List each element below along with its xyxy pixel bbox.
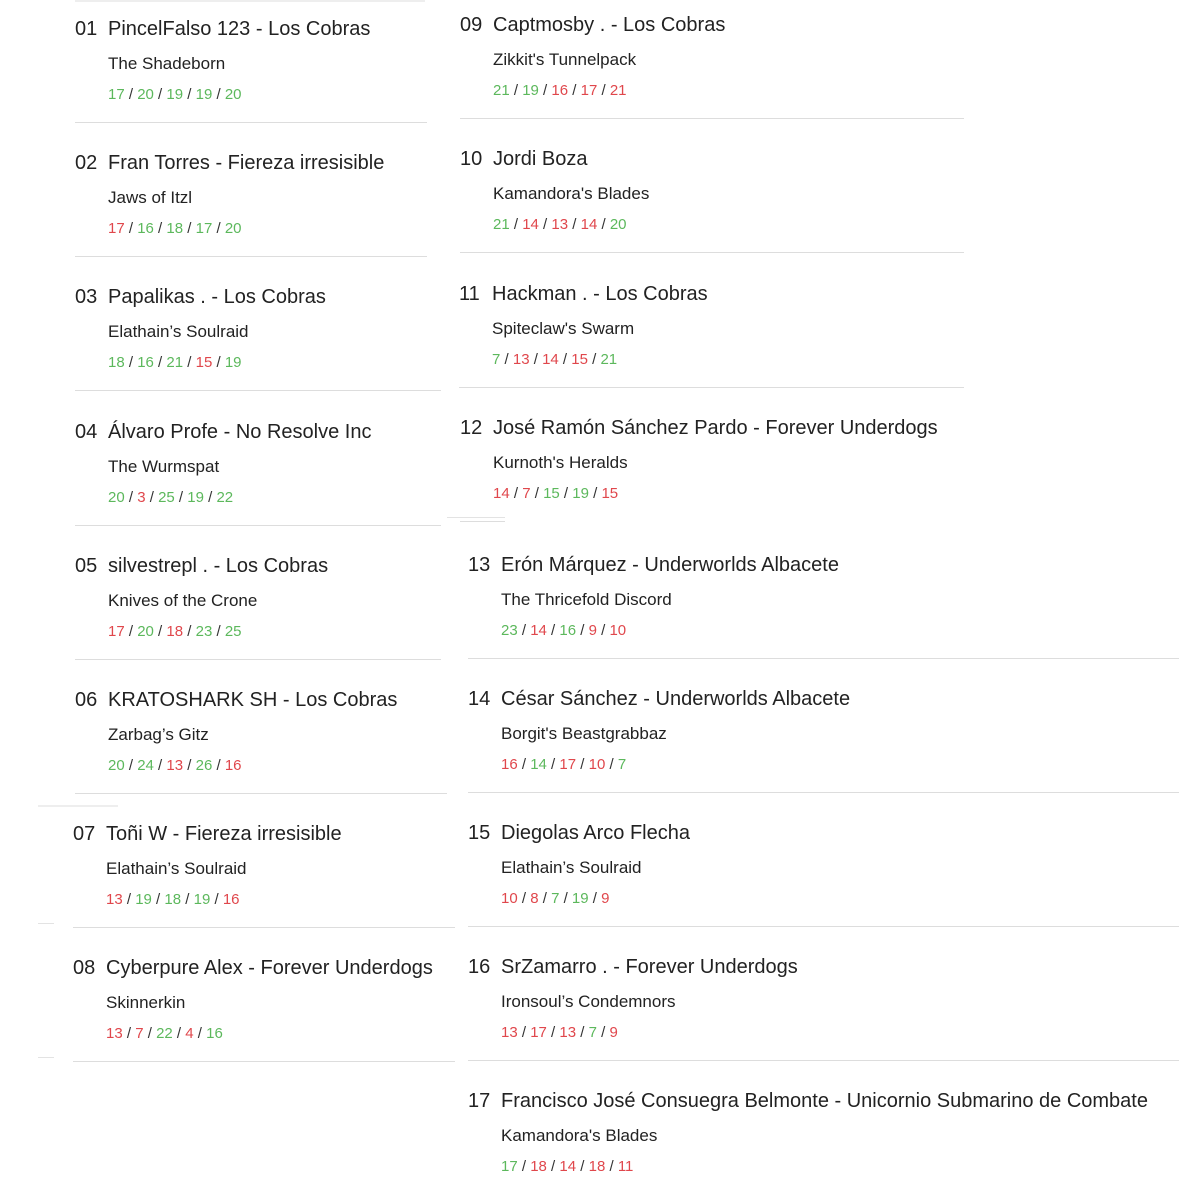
entry-heading bbox=[75, 285, 326, 309]
score-separator: / bbox=[597, 82, 610, 99]
round-score: 20 bbox=[609, 216, 627, 233]
score-separator: / bbox=[122, 1025, 136, 1042]
score-row bbox=[108, 220, 242, 238]
score-row bbox=[108, 489, 233, 507]
score-separator: / bbox=[145, 489, 159, 506]
score-separator: / bbox=[588, 890, 602, 907]
score-separator: / bbox=[538, 890, 552, 907]
player-name: KRATOSHARK SH - Los Cobras bbox=[108, 689, 398, 711]
score-separator: / bbox=[588, 485, 602, 502]
player-name: Hackman . - Los Cobras bbox=[492, 283, 708, 305]
rank-number: 15 bbox=[468, 822, 491, 844]
entry-heading bbox=[468, 955, 798, 979]
round-score: 11 bbox=[617, 1158, 634, 1175]
score-separator: / bbox=[529, 351, 543, 368]
score-separator: / bbox=[124, 86, 138, 103]
entry-heading bbox=[75, 420, 371, 444]
round-score: 8 bbox=[530, 890, 539, 907]
army-name: Kurnoth's Heralds bbox=[493, 453, 628, 472]
score-separator: / bbox=[558, 351, 572, 368]
army-name: Zikkit's Tunnelpack bbox=[493, 50, 637, 69]
round-score: 7 bbox=[588, 1024, 597, 1041]
entry-heading bbox=[460, 147, 588, 171]
round-score: 21 bbox=[493, 216, 510, 233]
round-score: 3 bbox=[137, 489, 146, 506]
score-separator: / bbox=[153, 86, 167, 103]
entry-divider bbox=[75, 793, 447, 794]
army-name: Elathain’s Soulraid bbox=[106, 859, 247, 878]
score-separator: / bbox=[153, 757, 167, 774]
score-separator: / bbox=[559, 890, 572, 907]
round-score: 20 bbox=[108, 489, 125, 506]
ranking-entry bbox=[468, 553, 839, 639]
entry-heading bbox=[468, 821, 690, 845]
score-separator: / bbox=[517, 756, 531, 773]
round-score: 18 bbox=[166, 623, 184, 640]
round-score: 17 bbox=[195, 220, 213, 237]
army-name: The Shadeborn bbox=[108, 54, 226, 73]
player-name: José Ramón Sánchez Pardo - Forever Underdogs bbox=[493, 417, 938, 439]
score-row bbox=[493, 82, 627, 100]
top-divider-fragment bbox=[75, 0, 425, 2]
player-name: Captmosby . - Los Cobras bbox=[493, 14, 726, 36]
entry-divider bbox=[459, 387, 964, 388]
score-separator: / bbox=[530, 485, 544, 502]
round-score: 26 bbox=[195, 757, 213, 774]
round-score: 10 bbox=[609, 622, 627, 639]
entry-heading bbox=[75, 688, 397, 712]
army-name: Knives of the Crone bbox=[108, 591, 258, 610]
ranking-entry bbox=[75, 554, 329, 640]
score-separator: / bbox=[172, 1025, 186, 1042]
round-score: 4 bbox=[185, 1025, 194, 1042]
ranking-entry bbox=[73, 956, 433, 1042]
score-separator: / bbox=[538, 82, 552, 99]
score-separator: / bbox=[124, 489, 138, 506]
ranking-entry bbox=[75, 151, 385, 237]
round-score: 7 bbox=[617, 756, 627, 773]
score-separator: / bbox=[546, 1158, 560, 1175]
ranking-entry bbox=[75, 285, 326, 371]
entry-heading bbox=[468, 553, 839, 577]
round-score: 17 bbox=[108, 623, 125, 640]
round-score: 18 bbox=[530, 1158, 547, 1175]
round-score: 14 bbox=[493, 485, 510, 502]
entry-heading bbox=[460, 416, 938, 440]
rank-number: 09 bbox=[460, 14, 483, 36]
round-score: 16 bbox=[559, 622, 577, 639]
divider-fragment bbox=[38, 1057, 54, 1058]
round-score: 13 bbox=[551, 216, 569, 233]
score-row bbox=[501, 756, 626, 774]
score-separator: / bbox=[576, 1024, 589, 1041]
rank-number: 16 bbox=[468, 956, 491, 978]
round-score: 20 bbox=[137, 86, 154, 103]
score-separator: / bbox=[212, 757, 225, 774]
army-name: Elathain’s Soulraid bbox=[501, 858, 642, 877]
rank-number: 04 bbox=[75, 421, 98, 443]
entry-heading bbox=[75, 554, 328, 578]
round-score: 7 bbox=[492, 351, 501, 368]
round-score: 20 bbox=[224, 86, 242, 103]
score-separator: / bbox=[517, 890, 531, 907]
round-score: 9 bbox=[609, 1024, 618, 1041]
entry-divider bbox=[75, 122, 427, 123]
score-separator: / bbox=[500, 351, 513, 368]
score-row bbox=[108, 623, 242, 641]
ranking-entry bbox=[460, 147, 650, 233]
army-name: Spiteclaw's Swarm bbox=[492, 319, 635, 338]
entry-divider bbox=[73, 927, 455, 928]
score-separator: / bbox=[181, 891, 194, 908]
rank-number: 07 bbox=[73, 823, 96, 845]
player-name: PincelFalso 123 - Los Cobras bbox=[108, 18, 371, 40]
entry-divider bbox=[460, 118, 964, 119]
round-score: 15 bbox=[543, 485, 560, 502]
round-score: 16 bbox=[206, 1025, 223, 1042]
score-separator: / bbox=[517, 1158, 531, 1175]
score-separator: / bbox=[183, 757, 196, 774]
army-name: Kamandora's Blades bbox=[493, 184, 650, 203]
round-score: 10 bbox=[588, 756, 606, 773]
entry-divider bbox=[75, 659, 441, 660]
ranking-entry bbox=[75, 688, 398, 774]
round-score: 20 bbox=[224, 220, 242, 237]
rank-number: 11 bbox=[459, 283, 480, 305]
round-score: 22 bbox=[216, 489, 234, 506]
player-name: Diegolas Arco Flecha bbox=[501, 822, 690, 844]
entry-divider bbox=[460, 252, 964, 253]
score-separator: / bbox=[605, 756, 618, 773]
entry-divider bbox=[468, 1060, 1179, 1061]
player-name: Fran Torres - Fiereza irresisible bbox=[108, 152, 385, 174]
ranking-entry bbox=[468, 821, 690, 907]
round-score: 19 bbox=[187, 489, 204, 506]
score-separator: / bbox=[183, 623, 196, 640]
ranking-entry bbox=[75, 17, 371, 103]
ranking-entry bbox=[468, 955, 798, 1041]
score-row bbox=[493, 485, 618, 503]
round-score: 15 bbox=[601, 485, 619, 502]
score-separator: / bbox=[509, 82, 523, 99]
army-name: Borgit's Beastgrabbaz bbox=[501, 724, 667, 743]
round-score: 10 bbox=[501, 890, 518, 907]
army-name: Skinnerkin bbox=[106, 993, 186, 1012]
rank-number: 14 bbox=[468, 688, 491, 710]
entry-divider bbox=[468, 792, 1179, 793]
score-separator: / bbox=[193, 1025, 207, 1042]
score-separator: / bbox=[576, 622, 589, 639]
round-score: 13 bbox=[166, 757, 184, 774]
army-name: Jaws of Itzl bbox=[108, 188, 193, 207]
entry-heading bbox=[459, 282, 708, 306]
entry-heading bbox=[468, 687, 850, 711]
entry-divider bbox=[468, 926, 1179, 927]
score-row bbox=[501, 1024, 618, 1042]
player-name: silvestrepl . - Los Cobras bbox=[108, 555, 329, 577]
score-separator: / bbox=[517, 1024, 531, 1041]
round-score: 9 bbox=[588, 622, 597, 639]
score-row bbox=[106, 1025, 223, 1043]
player-name: SrZamarro . - Forever Underdogs bbox=[501, 956, 798, 978]
round-score: 14 bbox=[542, 351, 559, 368]
round-score: 14 bbox=[530, 622, 547, 639]
score-separator: / bbox=[587, 351, 601, 368]
ranking-entry bbox=[460, 13, 726, 99]
round-score: 16 bbox=[137, 220, 154, 237]
round-score: 9 bbox=[601, 890, 610, 907]
round-score: 18 bbox=[108, 354, 125, 371]
player-name: Jordi Boza bbox=[493, 148, 588, 170]
army-name: Kamandora's Blades bbox=[501, 1126, 658, 1145]
round-score: 14 bbox=[559, 1158, 577, 1175]
rank-number: 10 bbox=[460, 148, 483, 170]
entry-divider bbox=[460, 521, 505, 522]
score-separator: / bbox=[212, 220, 225, 237]
round-score: 19 bbox=[571, 890, 589, 907]
round-score: 21 bbox=[600, 351, 618, 368]
rank-number: 05 bbox=[75, 555, 98, 577]
score-separator: / bbox=[509, 485, 523, 502]
round-score: 22 bbox=[156, 1025, 173, 1042]
rank-number: 08 bbox=[73, 957, 96, 979]
player-name: Álvaro Profe - No Resolve Inc bbox=[108, 421, 372, 443]
round-score: 7 bbox=[551, 890, 560, 907]
score-row bbox=[106, 891, 240, 909]
round-score: 17 bbox=[559, 756, 577, 773]
score-separator: / bbox=[212, 623, 225, 640]
round-score: 16 bbox=[501, 756, 518, 773]
army-name: The Thricefold Discord bbox=[501, 590, 672, 609]
score-separator: / bbox=[576, 1158, 589, 1175]
round-score: 13 bbox=[559, 1024, 577, 1041]
round-score: 17 bbox=[108, 86, 125, 103]
round-score: 23 bbox=[195, 623, 213, 640]
score-separator: / bbox=[568, 82, 581, 99]
ranking-entry bbox=[459, 282, 708, 368]
round-score: 21 bbox=[166, 354, 184, 371]
round-score: 16 bbox=[222, 891, 240, 908]
rank-number: 03 bbox=[75, 286, 98, 308]
ranking-entry bbox=[75, 420, 372, 506]
score-row bbox=[493, 216, 627, 234]
score-separator: / bbox=[151, 891, 165, 908]
round-score: 23 bbox=[501, 622, 518, 639]
rank-number: 13 bbox=[468, 554, 491, 576]
entry-heading bbox=[75, 17, 370, 41]
round-score: 7 bbox=[522, 485, 531, 502]
score-separator: / bbox=[124, 757, 138, 774]
round-score: 25 bbox=[224, 623, 242, 640]
score-separator: / bbox=[203, 489, 217, 506]
score-separator: / bbox=[596, 622, 610, 639]
ranking-entry bbox=[460, 416, 938, 502]
army-name: Zarbag’s Gitz bbox=[108, 725, 209, 744]
round-score: 18 bbox=[588, 1158, 606, 1175]
entry-divider bbox=[75, 390, 441, 391]
round-score: 18 bbox=[164, 891, 182, 908]
rank-number: 17 bbox=[468, 1090, 491, 1112]
round-score: 25 bbox=[158, 489, 175, 506]
round-score: 14 bbox=[580, 216, 598, 233]
score-row bbox=[108, 354, 242, 372]
score-separator: / bbox=[596, 1024, 610, 1041]
score-separator: / bbox=[568, 216, 581, 233]
score-separator: / bbox=[153, 354, 167, 371]
score-separator: / bbox=[124, 354, 138, 371]
score-separator: / bbox=[210, 891, 223, 908]
score-separator: / bbox=[576, 756, 589, 773]
rank-number: 01 bbox=[75, 18, 98, 40]
score-row bbox=[501, 1158, 633, 1176]
player-name: Cyberpure Alex - Forever Underdogs bbox=[106, 957, 433, 979]
round-score: 13 bbox=[106, 891, 123, 908]
score-row bbox=[108, 86, 242, 104]
divider-fragment bbox=[38, 923, 54, 924]
round-score: 20 bbox=[108, 757, 125, 774]
round-score: 20 bbox=[137, 623, 154, 640]
score-separator: / bbox=[538, 216, 552, 233]
army-name: The Wurmspat bbox=[108, 457, 220, 476]
round-score: 21 bbox=[609, 82, 627, 99]
score-separator: / bbox=[509, 216, 523, 233]
round-score: 7 bbox=[135, 1025, 144, 1042]
round-score: 13 bbox=[501, 1024, 518, 1041]
round-score: 19 bbox=[522, 82, 539, 99]
round-score: 14 bbox=[522, 216, 539, 233]
entry-heading bbox=[468, 1089, 1148, 1113]
entry-divider bbox=[468, 658, 1179, 659]
entry-heading bbox=[73, 822, 342, 846]
entry-divider bbox=[73, 1061, 455, 1062]
player-name: Francisco José Consuegra Belmonte - Unicornio Submarino de Combate bbox=[501, 1090, 1148, 1112]
round-score: 18 bbox=[166, 220, 184, 237]
rank-number: 02 bbox=[75, 152, 98, 174]
score-separator: / bbox=[517, 622, 531, 639]
round-score: 19 bbox=[224, 354, 242, 371]
player-name: Toñi W - Fiereza irresisible bbox=[106, 823, 342, 845]
entry-heading bbox=[73, 956, 433, 980]
ranking-entry bbox=[468, 1089, 1148, 1175]
divider-fragment bbox=[447, 517, 505, 518]
score-separator: / bbox=[183, 354, 196, 371]
player-name: César Sánchez - Underworlds Albacete bbox=[501, 688, 851, 710]
ranking-entry bbox=[468, 687, 851, 773]
score-separator: / bbox=[122, 891, 136, 908]
score-separator: / bbox=[546, 1024, 560, 1041]
score-separator: / bbox=[546, 756, 560, 773]
score-separator: / bbox=[153, 220, 167, 237]
round-score: 16 bbox=[224, 757, 242, 774]
entry-heading bbox=[75, 151, 384, 175]
score-row bbox=[492, 351, 617, 369]
round-score: 17 bbox=[108, 220, 125, 237]
score-separator: / bbox=[212, 86, 225, 103]
score-separator: / bbox=[124, 623, 138, 640]
round-score: 15 bbox=[195, 354, 213, 371]
score-separator: / bbox=[153, 623, 167, 640]
entry-divider bbox=[75, 256, 427, 257]
entry-heading bbox=[460, 13, 725, 37]
round-score: 21 bbox=[493, 82, 510, 99]
score-separator: / bbox=[546, 622, 560, 639]
player-name: Erón Márquez - Underworlds Albacete bbox=[501, 554, 839, 576]
round-score: 13 bbox=[512, 351, 530, 368]
army-name: Ironsoul’s Condemnors bbox=[501, 992, 676, 1011]
score-separator: / bbox=[605, 1158, 618, 1175]
round-score: 15 bbox=[571, 351, 588, 368]
score-row bbox=[108, 757, 242, 775]
score-row bbox=[501, 890, 609, 908]
round-score: 19 bbox=[135, 891, 152, 908]
score-separator: / bbox=[183, 220, 196, 237]
round-score: 17 bbox=[501, 1158, 518, 1175]
round-score: 19 bbox=[193, 891, 211, 908]
round-score: 17 bbox=[580, 82, 598, 99]
score-separator: / bbox=[559, 485, 573, 502]
round-score: 19 bbox=[572, 485, 589, 502]
round-score: 19 bbox=[195, 86, 213, 103]
army-name: Elathain’s Soulraid bbox=[108, 322, 249, 341]
round-score: 24 bbox=[137, 757, 154, 774]
round-score: 13 bbox=[106, 1025, 123, 1042]
entry-divider bbox=[75, 525, 441, 526]
score-separator: / bbox=[174, 489, 188, 506]
round-score: 16 bbox=[137, 354, 154, 371]
score-separator: / bbox=[124, 220, 138, 237]
rank-number: 12 bbox=[460, 417, 483, 439]
divider-fragment bbox=[38, 805, 118, 807]
score-separator: / bbox=[183, 86, 196, 103]
round-score: 16 bbox=[551, 82, 569, 99]
score-separator: / bbox=[143, 1025, 157, 1042]
player-name: Papalikas . - Los Cobras bbox=[108, 286, 326, 308]
round-score: 19 bbox=[166, 86, 184, 103]
ranking-entry bbox=[73, 822, 342, 908]
rank-number: 06 bbox=[75, 689, 98, 711]
round-score: 17 bbox=[530, 1024, 547, 1041]
score-row bbox=[501, 622, 626, 640]
score-separator: / bbox=[597, 216, 610, 233]
round-score: 14 bbox=[530, 756, 547, 773]
score-separator: / bbox=[212, 354, 225, 371]
